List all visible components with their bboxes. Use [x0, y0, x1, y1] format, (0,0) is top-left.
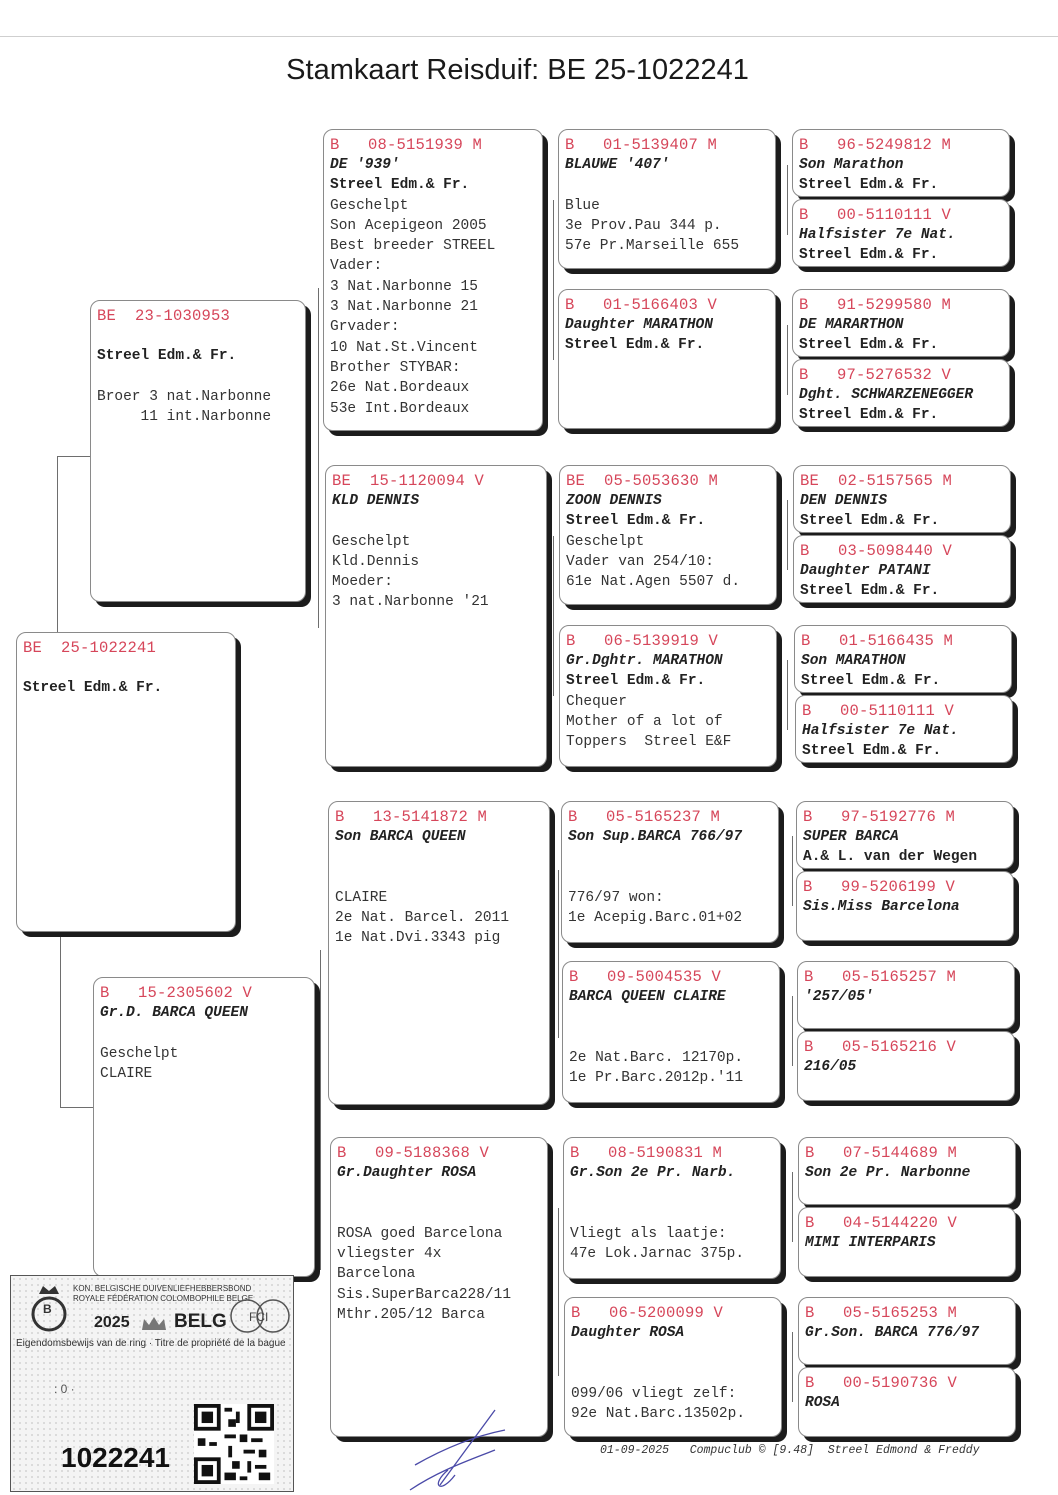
ring-number: B 09-5188368 V	[337, 1144, 490, 1162]
great-grandparent-card[interactable]	[559, 465, 777, 605]
note-line: 11 int.Narbonne	[97, 409, 272, 426]
pigeon-name: BLAUWE '407'	[565, 157, 670, 173]
ring-number: B 00-5110111 V	[802, 702, 955, 720]
ring-number: B 09-5004535 V	[569, 968, 722, 986]
note-line: 099/06 vliegt zelf:	[571, 1385, 737, 1402]
connector-line	[320, 950, 321, 1270]
ring-number: B 15-2305602 V	[100, 984, 253, 1002]
note-line: Best breeder STREEL	[330, 238, 496, 255]
note-line: 47e Lok.Jarnac 375p.	[570, 1246, 745, 1263]
note-line: Broer 3 nat.Narbonne	[97, 388, 272, 405]
great-grandparent-card[interactable]	[563, 1137, 781, 1279]
connector-line	[792, 996, 793, 1066]
pigeon-name: Son BARCA QUEEN	[335, 829, 466, 845]
owner: Streel Edm.& Fr.	[565, 337, 705, 354]
connector-line	[558, 1208, 559, 1376]
father-card[interactable]	[90, 300, 306, 602]
ring-number: B 05-5165237 M	[568, 808, 721, 826]
ancestor-card[interactable]	[796, 871, 1014, 941]
kbdb-logo-icon	[29, 1282, 69, 1334]
great-grandparent-card[interactable]	[561, 801, 779, 943]
note-line: 1e Pr.Barc.2012p.'11	[569, 1070, 744, 1087]
note-line: 26e Nat.Bordeaux	[330, 380, 470, 397]
pigeon-name: '257/05'	[804, 989, 874, 1005]
ring-number: B 07-5144689 M	[805, 1144, 958, 1162]
ring-number: BE 15-1120094 V	[332, 472, 485, 490]
great-grandparent-card[interactable]	[558, 129, 776, 269]
great-grandparent-card[interactable]	[558, 289, 776, 429]
pigeon-name: Daughter ROSA	[571, 1325, 685, 1341]
ring-number: B 01-5166403 V	[565, 296, 718, 314]
pigeon-name: DE '939'	[330, 157, 400, 173]
ring-number: BE 25-1022241	[23, 639, 157, 657]
pigeon-name: Dght. SCHWARZENEGGER	[799, 387, 974, 403]
note-line: 776/97 won:	[568, 889, 664, 906]
pigeon-name: Sis.Miss Barcelona	[803, 899, 960, 915]
grandparent-card[interactable]	[323, 129, 543, 431]
owner: Streel Edm.& Fr.	[23, 680, 163, 697]
pigeon-name: DE MARARTHON	[799, 317, 904, 333]
ancestor-card[interactable]	[797, 1031, 1015, 1101]
connector-line	[787, 660, 788, 730]
ancestor-card[interactable]	[793, 535, 1011, 603]
ring-number: B 01-5139407 M	[565, 136, 718, 154]
ancestor-card[interactable]	[797, 961, 1015, 1029]
note-line: Kld.Dennis	[332, 553, 420, 570]
ring-number: B 06-5200099 V	[571, 1304, 724, 1322]
pigeon-name: Gr.Dghtr. MARATHON	[566, 653, 723, 669]
signature-scribble	[400, 1405, 510, 1495]
ring-number: BE 02-5157565 M	[800, 472, 953, 490]
connector-line	[792, 836, 793, 906]
pigeon-name: Son Marathon	[799, 157, 904, 173]
owner: Streel Edm.& Fr.	[802, 743, 942, 760]
ring-number: B 01-5166435 M	[801, 632, 954, 650]
connector-line	[57, 456, 90, 457]
note-line: 2e Nat.Barc. 12170p.	[569, 1049, 744, 1066]
owner: Streel Edm.& Fr.	[799, 337, 939, 354]
connector-line	[792, 1172, 793, 1242]
connector-line	[792, 1332, 793, 1402]
top-border-line	[0, 36, 1058, 37]
pigeon-name: ROSA	[805, 1395, 840, 1411]
qr-code-icon	[194, 1404, 274, 1484]
note-line: 1e Acepig.Barc.01+02	[568, 910, 743, 927]
note-line: 10 Nat.St.Vincent	[330, 339, 478, 356]
note-line: Geschelpt	[332, 533, 411, 550]
owner: Streel Edm.& Fr.	[800, 583, 940, 600]
great-grandparent-card[interactable]	[564, 1297, 782, 1437]
ring-number: B 99-5206199 V	[803, 878, 956, 896]
note-line: 1e Nat.Dvi.3343 pig	[335, 930, 501, 947]
note-line: CLAIRE	[100, 1065, 153, 1082]
note-line: Vliegt als laatje:	[570, 1225, 727, 1242]
subject-card[interactable]	[16, 632, 236, 932]
pigeon-name: Son MARATHON	[801, 653, 906, 669]
note-line: 3 Nat.Narbonne 21	[330, 299, 478, 316]
pigeon-name: Daughter MARATHON	[565, 317, 713, 333]
note-line: 53e Int.Bordeaux	[330, 400, 470, 417]
pigeon-name: Son Sup.BARCA 766/97	[568, 829, 743, 845]
ancestor-card[interactable]	[793, 465, 1011, 533]
note-line: vliegster 4x	[337, 1246, 442, 1263]
note-line: Brother STYBAR:	[330, 359, 461, 376]
ring-number: BE 23-1030953	[97, 307, 231, 325]
note-line: Geschelpt	[566, 533, 645, 550]
grandparent-card[interactable]	[330, 1137, 548, 1437]
pigeon-name: Halfsister 7e Nat.	[802, 723, 959, 739]
note-line: Mother of a lot of	[566, 713, 723, 730]
note-line: Mthr.205/12 Barca	[337, 1307, 485, 1324]
owner: Streel Edm.& Fr.	[800, 513, 940, 530]
ring-number: B 05-5165216 V	[804, 1038, 957, 1056]
note-line: Sis.SuperBarca228/11	[337, 1286, 512, 1303]
ring-number: B 05-5165253 M	[805, 1304, 958, 1322]
ancestor-card[interactable]	[795, 695, 1013, 763]
connector-line	[558, 870, 559, 1038]
ring-number: B 00-5110111 V	[799, 206, 952, 224]
pigeon-name: SUPER BARCA	[803, 829, 899, 845]
owner: Streel Edm.& Fr.	[799, 247, 939, 264]
pigeon-name: Gr.Daughter ROSA	[337, 1165, 477, 1181]
certificate-subtitle: Eigendomsbewijs van de ring · Titre de propriété de la bague	[16, 1338, 286, 1349]
ring-number: B 96-5249812 M	[799, 136, 952, 154]
pigeon-name: MIMI INTERPARIS	[805, 1235, 936, 1251]
pigeon-name: ZOON DENNIS	[566, 493, 662, 509]
pigeon-name: KLD DENNIS	[332, 493, 420, 509]
connector-line	[553, 536, 554, 696]
connector-line	[787, 500, 788, 570]
pigeon-name: Son 2e Pr. Narbonne	[805, 1165, 971, 1181]
pigeon-name: 216/05	[804, 1059, 857, 1075]
note-line: CLAIRE	[335, 889, 388, 906]
note-line: 2e Nat. Barcel. 2011	[335, 910, 510, 927]
org-name-fr: ROYALE FÉDÉRATION COLOMBOPHILE BELGE	[73, 1294, 254, 1303]
note-line: 92e Nat.Barc.13502p.	[571, 1406, 746, 1423]
note-line: Son Acepigeon 2005	[330, 217, 487, 234]
note-line: 3 Nat.Narbonne 15	[330, 278, 478, 295]
ring-number: B 03-5098440 V	[800, 542, 953, 560]
ancestor-card[interactable]	[798, 1297, 1016, 1365]
ancestor-card[interactable]	[792, 129, 1010, 197]
ancestor-card[interactable]	[794, 625, 1012, 693]
pigeon-name: BARCA QUEEN CLAIRE	[569, 989, 726, 1005]
ring-number: B 06-5139919 V	[566, 632, 719, 650]
mother-card[interactable]	[93, 977, 315, 1277]
ring-number: B 13-5141872 M	[335, 808, 488, 826]
note-line: 57e Pr.Marseille 655	[565, 238, 740, 255]
owner: Streel Edm.& Fr.	[799, 407, 939, 424]
note-line: 3 nat.Narbonne '21	[332, 594, 489, 611]
note-line: Chequer	[566, 693, 627, 710]
ring-number: B 08-5151939 M	[330, 136, 483, 154]
ring-number: B 97-5276532 V	[799, 366, 952, 384]
pigeon-name: Gr.D. BARCA QUEEN	[100, 1005, 248, 1021]
note-line: Blue	[565, 197, 600, 214]
connector-line	[60, 935, 61, 1107]
connector-line	[57, 456, 58, 636]
certificate-mark: : 0 ·	[54, 1382, 75, 1396]
footer-credit: 01-09-2025 Compuclub © [9.48] Streel Edmond & Freddy	[600, 1444, 980, 1457]
connector-line	[318, 288, 319, 628]
ancestor-card[interactable]	[792, 359, 1010, 427]
connector-line	[60, 1107, 93, 1108]
ring-serial-number: 1022241	[61, 1442, 171, 1473]
great-grandparent-card[interactable]	[559, 625, 777, 767]
owner: Streel Edm.& Fr.	[330, 177, 470, 194]
page-title: Stamkaart Reisduif: BE 25-1022241	[286, 54, 749, 86]
ring-number: B 08-5190831 M	[570, 1144, 723, 1162]
ring-number: BE 05-5053630 M	[566, 472, 719, 490]
connector-line	[553, 200, 554, 360]
pigeon-name: Halfsister 7e Nat.	[799, 227, 956, 243]
note-line: Toppers Streel E&F	[566, 734, 732, 751]
owner: Streel Edm.& Fr.	[801, 673, 941, 690]
ring-ownership-certificate	[10, 1275, 294, 1492]
pigeon-name: Daughter PATANI	[800, 563, 931, 579]
note-line: Grvader:	[330, 319, 400, 336]
ring-number: B 97-5192776 M	[803, 808, 956, 826]
grandparent-card[interactable]	[325, 465, 547, 767]
pigeon-name: Gr.Son. BARCA 776/97	[805, 1325, 980, 1341]
ancestor-card[interactable]	[798, 1137, 1016, 1205]
ancestor-card[interactable]	[792, 289, 1010, 357]
certificate-year: 2025	[94, 1314, 130, 1331]
owner: Streel Edm.& Fr.	[799, 177, 939, 194]
note-line: 61e Nat.Agen 5507 d.	[566, 574, 741, 591]
org-name-nl: KON. BELGISCHE DUIVENLIEFHEBBERSBOND	[73, 1284, 252, 1293]
note-line: Moeder:	[332, 574, 393, 591]
ring-number: B 00-5190736 V	[805, 1374, 958, 1392]
ancestor-card[interactable]	[798, 1367, 1016, 1437]
ring-number: B 91-5299580 M	[799, 296, 952, 314]
logo-letter: B	[43, 1302, 52, 1316]
pigeon-name: DEN DENNIS	[800, 493, 888, 509]
ring-number: B 04-5144220 V	[805, 1214, 958, 1232]
note-line: Geschelpt	[330, 197, 409, 214]
note-line: Geschelpt	[100, 1045, 179, 1062]
owner: Streel Edm.& Fr.	[566, 513, 706, 530]
grandparent-card[interactable]	[328, 801, 550, 1105]
crown-icon	[139, 1314, 169, 1334]
country-code: BELG	[174, 1311, 227, 1332]
ancestor-card[interactable]	[798, 1207, 1016, 1277]
connector-line	[787, 165, 788, 235]
fci-letters: FCI	[249, 1310, 269, 1324]
great-grandparent-card[interactable]	[562, 961, 780, 1103]
ring-number: B 05-5165257 M	[804, 968, 957, 986]
owner: Streel Edm.& Fr.	[97, 348, 237, 365]
ancestor-card[interactable]	[796, 801, 1014, 869]
note-line: Vader:	[330, 258, 383, 275]
note-line: ROSA goed Barcelona	[337, 1225, 503, 1242]
note-line: Vader van 254/10:	[566, 553, 714, 570]
pigeon-name: Gr.Son 2e Pr. Narb.	[570, 1165, 736, 1181]
owner: Streel Edm.& Fr.	[566, 673, 706, 690]
note-line: Barcelona	[337, 1266, 416, 1283]
connector-line	[787, 325, 788, 395]
note-line: 3e Prov.Pau 344 p.	[565, 217, 722, 234]
owner: A.& L. van der Wegen	[803, 849, 978, 866]
ancestor-card[interactable]	[792, 199, 1010, 267]
fci-globe-logo-icon	[229, 1294, 291, 1334]
